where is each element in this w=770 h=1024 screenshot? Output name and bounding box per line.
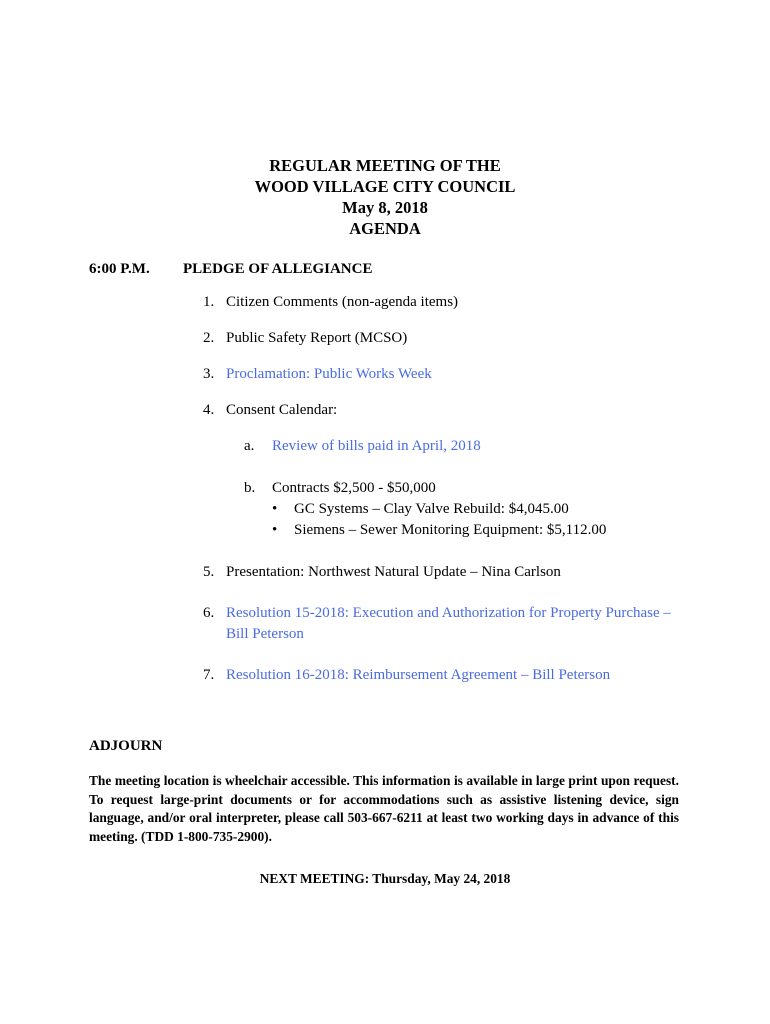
bullet-icon: • — [272, 522, 278, 538]
resolution-15-link[interactable]: Resolution 15-2018: Execution and Authorization for Property Purchase – — [226, 605, 671, 621]
agenda-item-1 — [203, 292, 458, 313]
next-meeting: NEXT MEETING: Thursday, May 24, 2018 — [259, 871, 511, 886]
item-text: Consent Calendar: — [226, 402, 338, 418]
pledge-heading: PLEDGE OF ALLEGIANCE — [183, 261, 373, 277]
item-number: 3. — [203, 366, 215, 382]
item-text: Citizen Comments (non-agenda items) — [226, 294, 459, 310]
bullet-icon: • — [272, 501, 278, 517]
item-number: 2. — [203, 330, 215, 346]
bullet-text: Siemens – Sewer Monitoring Equipment: $5,112.00 — [294, 522, 607, 538]
adjourn-heading: ADJOURN — [89, 738, 163, 754]
sub-letter: a. — [244, 438, 255, 454]
agenda-item-6 — [203, 603, 671, 624]
agenda-item-7 — [203, 665, 610, 686]
agenda-item-4 — [203, 400, 337, 421]
agenda-title — [0, 155, 770, 239]
item-number: 6. — [203, 605, 215, 621]
item-number: 5. — [203, 564, 215, 580]
agenda-item-5 — [203, 562, 561, 583]
contract-bullet-1 — [272, 499, 569, 520]
bullet-text: GC Systems – Clay Valve Rebuild: $4,045.00 — [294, 501, 569, 517]
title-line-1: REGULAR MEETING OF THE — [269, 156, 501, 175]
agenda-item-3 — [203, 364, 432, 385]
title-line-3: May 8, 2018 — [342, 198, 428, 217]
resolution-16-link[interactable]: Resolution 16-2018: Reimbursement Agreement – Bill Peterson — [226, 667, 611, 683]
agenda-item-2 — [203, 328, 407, 349]
consent-item-b — [244, 478, 436, 499]
item-number: 1. — [203, 294, 215, 310]
sub-letter: b. — [244, 480, 256, 496]
item-text: Public Safety Report (MCSO) — [226, 330, 408, 346]
bills-paid-link[interactable]: Review of bills paid in April, 2018 — [272, 438, 481, 454]
accessibility-notice: The meeting location is wheelchair accessible. This information is available in large print upon request. To request large-print documents or for accommodations such as assistive listening device, sign language, and/or oral interpreter, please call 503-667-6211 at least two working days in advance of this meeting. (TDD 1-800-735-2900). — [89, 773, 679, 844]
meeting-time: 6:00 P.M. — [89, 261, 150, 277]
sub-text: Contracts $2,500 - $50,000 — [272, 480, 436, 496]
item-text: Presentation: Northwest Natural Update – Nina Carlson — [226, 564, 561, 580]
resolution-15-link-continued[interactable]: Bill Peterson — [226, 626, 304, 642]
item-number: 4. — [203, 402, 215, 418]
proclamation-link[interactable]: Proclamation: Public Works Week — [226, 366, 432, 382]
item-number: 7. — [203, 667, 215, 683]
title-line-4: AGENDA — [349, 219, 421, 238]
contract-bullet-2 — [272, 520, 606, 541]
consent-item-a — [244, 436, 481, 457]
title-line-2: WOOD VILLAGE CITY COUNCIL — [254, 177, 516, 196]
